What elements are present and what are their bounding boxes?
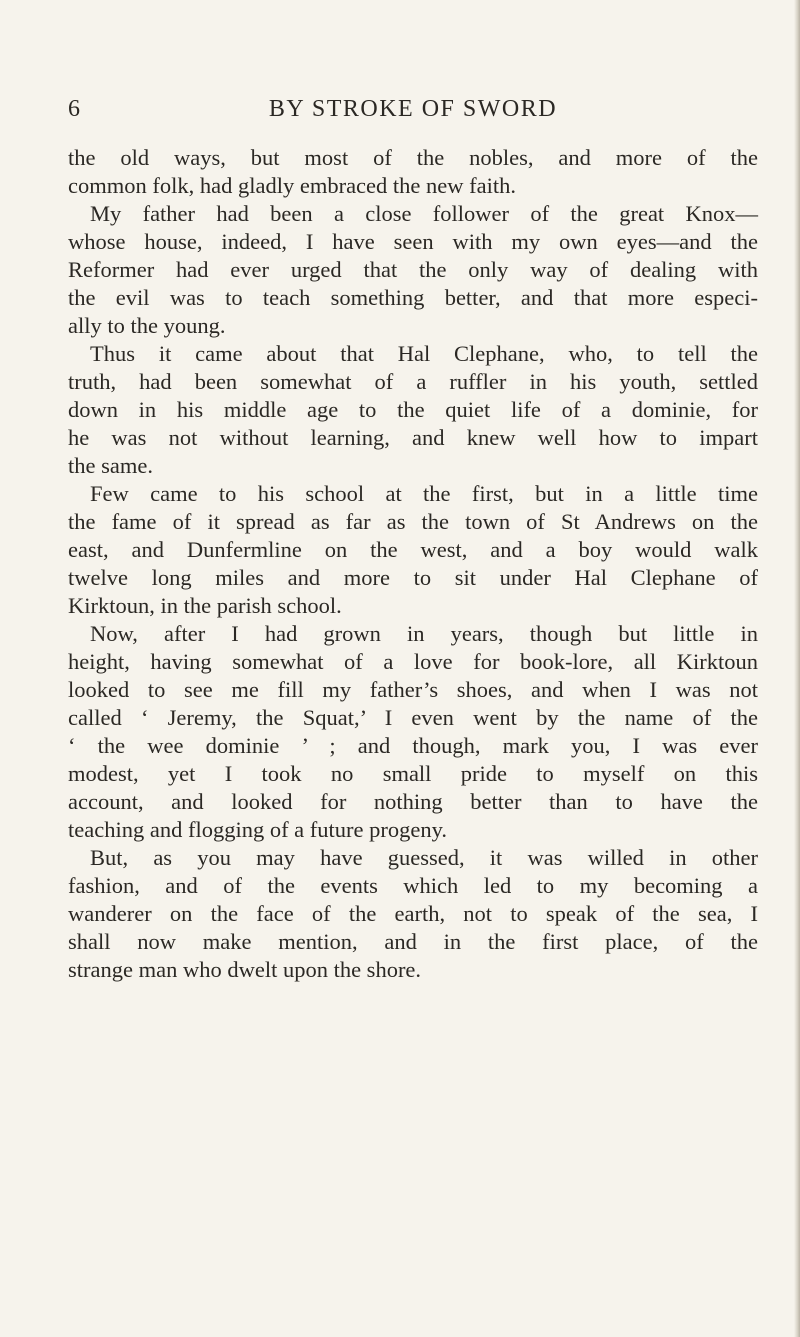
text-line: Kirktoun, in the parish school. [68,593,342,618]
text-line: strange man who dwelt upon the shore. [68,957,422,982]
text-line: account, and looked for nothing better than to have the [68,789,758,814]
text-line: east, and Dunfermline on the west, and a boy would walk [68,537,758,562]
page-header [68,94,758,124]
text-line: the same. [68,453,153,478]
body-text [68,144,758,984]
text-line: called ‘ Jeremy, the Squat,’ I even went by the name of the [68,705,758,730]
text-line: Reformer had ever urged that the only way of dealing with [68,257,758,282]
text-line: Thus it came about that Hal Clephane, who, to tell the [90,341,758,366]
text-line: the fame of it spread as far as the town of St Andrews on the [68,509,758,534]
page-number: 6 [68,96,81,122]
text-line: shall now make mention, and in the first place, of the [68,929,758,954]
text-line: ‘ the wee dominie ’ ; and though, mark you, I was ever [68,733,758,758]
text-line: But, as you may have guessed, it was willed in other [90,845,758,870]
text-line: height, having somewhat of a love for book-lore, all Kirktoun [68,649,758,674]
running-title: BY STROKE OF SWORD [268,96,558,122]
text-line: Few came to his school at the first, but in a little time [90,481,758,506]
text-line: he was not without learning, and knew well how to impart [68,425,758,450]
text-line: wanderer on the face of the earth, not to speak of the sea, I [68,901,758,926]
text-line: whose house, indeed, I have seen with my own eyes—and the [68,229,758,254]
text-line: truth, had been somewhat of a ruffler in his youth, settled [68,369,758,394]
page-edge [794,0,800,1337]
text-line: twelve long miles and more to sit under Hal Clephane of [68,565,758,590]
text-line: common folk, had gladly embraced the new faith. [68,173,516,198]
text-line: fashion, and of the events which led to my becoming a [68,873,758,898]
text-line: teaching and flogging of a future progeny. [68,817,448,842]
text-line: the old ways, but most of the nobles, and more of the [68,145,758,170]
text-line: modest, yet I took no small pride to myself on this [68,761,758,786]
text-line: down in his middle age to the quiet life of a dominie, for [68,397,758,422]
text-line: the evil was to teach something better, and that more especi- [68,285,758,310]
text-line: Now, after I had grown in years, though but little in [90,621,758,646]
text-line: ally to the young. [68,313,226,338]
text-line: My father had been a close follower of the great Knox— [90,201,758,226]
text-line: looked to see me fill my father’s shoes, and when I was not [68,677,758,702]
